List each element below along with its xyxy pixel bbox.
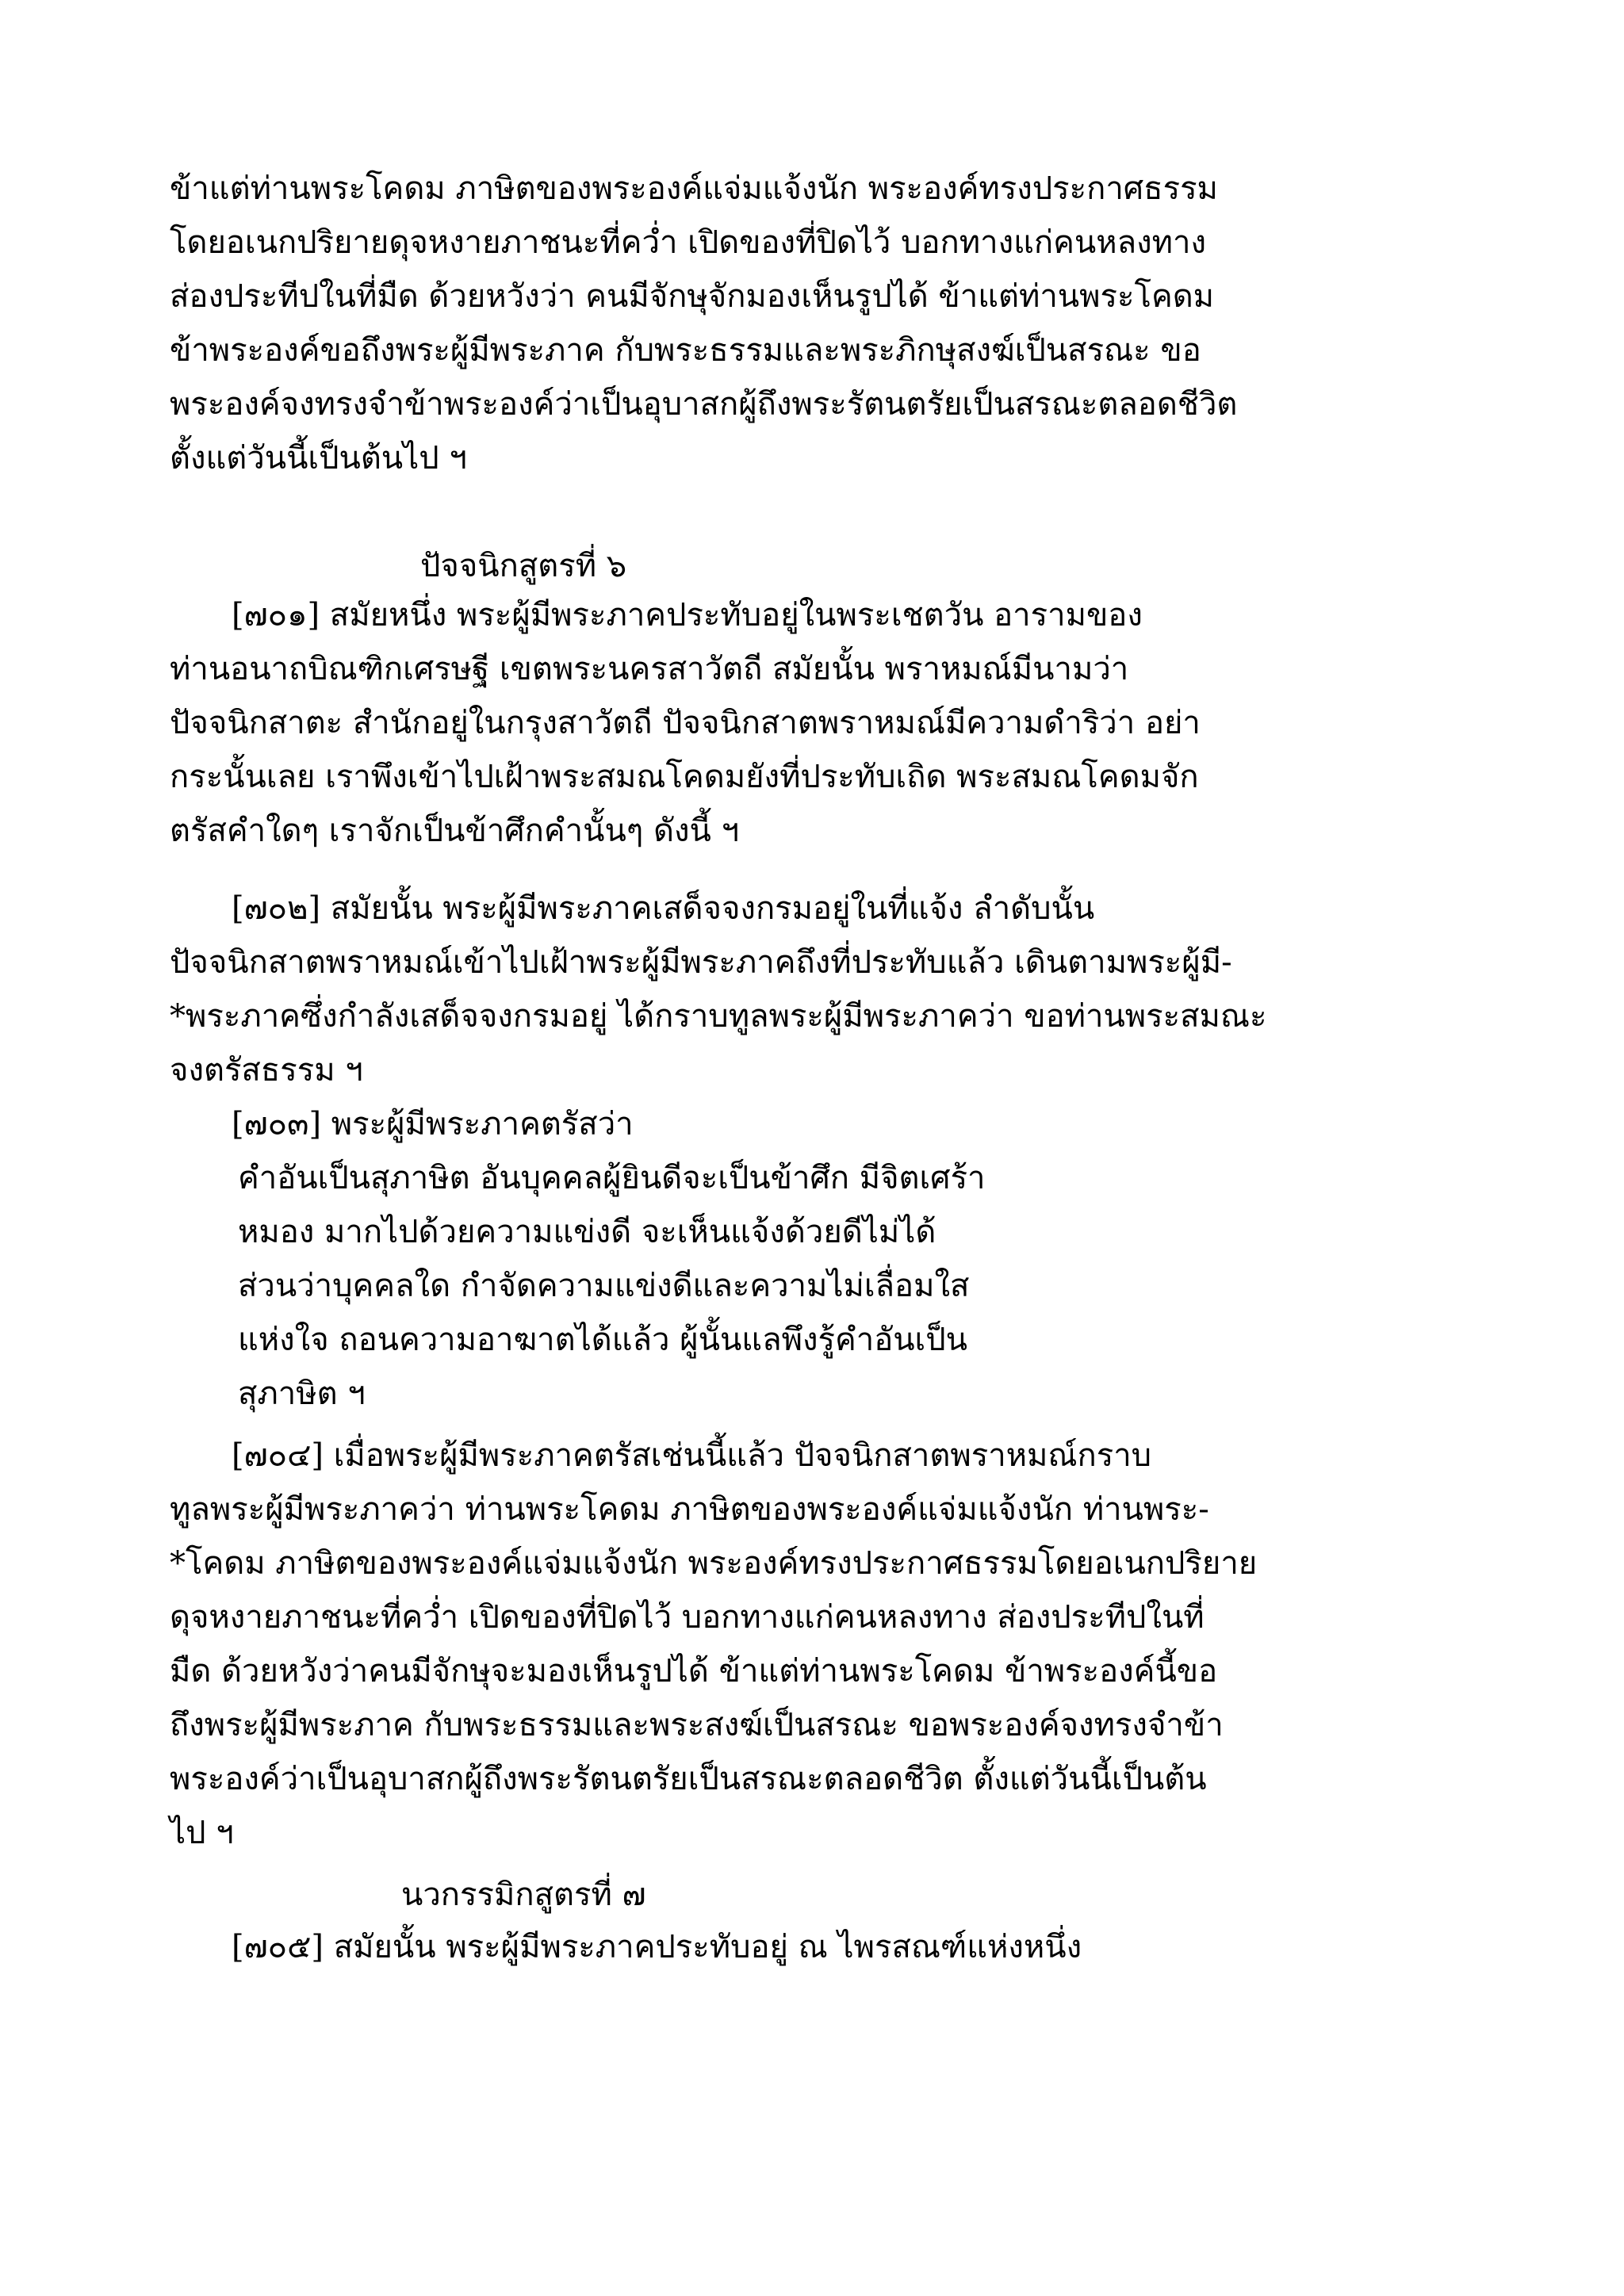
text-line: *พระภาคซึ่งกำลังเสด็จจงกรมอยู่ ได้กราบทูลพระผู้มีพระภาคว่า ขอท่านพระสมณะ [170, 998, 1267, 1035]
text-line: ส่องประทีปในที่มืด ด้วยหวังว่า คนมีจักษุจักมองเห็นรูปได้ ข้าแต่ท่านพระโคดม [170, 278, 1215, 315]
text-line: [๗๐๑] สมัยหนึ่ง พระผู้มีพระภาคประทับอยู่ในพระเชตวัน อารามของ [232, 597, 1143, 633]
text-line: [๗๐๒] สมัยนั้น พระผู้มีพระภาคเสด็จจงกรมอยู่ในที่แจ้ง ลำดับนั้น [232, 890, 1095, 927]
text-line: ตรัสคำใดๆ เราจักเป็นข้าศึกคำนั้นๆ ดังนี้ ฯ [170, 813, 740, 849]
text-line: ตั้งแต่วันนี้เป็นต้นไป ฯ [170, 440, 467, 476]
verse-line: คำอันเป็นสุภาษิต อันบุคคลผู้ยินดีจะเป็นข้าศึก มีจิตเศร้า [238, 1160, 986, 1196]
text-line: ถึงพระผู้มีพระภาค กับพระธรรมและพระสงฆ์เป็นสรณะ ขอพระองค์จงทรงจำข้า [170, 1707, 1224, 1743]
verse-line: แห่งใจ ถอนความอาฆาตได้แล้ว ผู้นั้นแลพึงรู้คำอันเป็น [238, 1322, 967, 1358]
text-line: โดยอเนกปริยายดุจหงายภาชนะที่คว่ำ เปิดของที่ปิดไว้ บอกทางแก่คนหลงทาง [170, 224, 1206, 261]
text-line: พระองค์ว่าเป็นอุบาสกผู้ถึงพระรัตนตรัยเป็นสรณะตลอดชีวิต ตั้งแต่วันนี้เป็นต้น [170, 1761, 1207, 1797]
text-line: ปัจจนิกสาตะ สำนักอยู่ในกรุงสาวัตถี ปัจจนิกสาตพราหมณ์มีความดำริว่า อย่า [170, 705, 1201, 741]
text-line: ข้าพระองค์ขอถึงพระผู้มีพระภาค กับพระธรรมและพระภิกษุสงฆ์เป็นสรณะ ขอ [170, 332, 1201, 369]
text-line: [๗๐๓] พระผู้มีพระภาคตรัสว่า [232, 1106, 634, 1142]
text-line: พระองค์จงทรงจำข้าพระองค์ว่าเป็นอุบาสกผู้ถึงพระรัตนตรัยเป็นสรณะตลอดชีวิต [170, 386, 1238, 423]
text-line: [๗๐๔] เมื่อพระผู้มีพระภาคตรัสเช่นนี้แล้ว ปัจจนิกสาตพราหมณ์กราบ [232, 1437, 1152, 1474]
sutta-heading-7: นวกรรมิกสูตรที่ ๗ [401, 1877, 646, 1913]
text-line: ข้าแต่ท่านพระโคดม ภาษิตของพระองค์แจ่มแจ้งนัก พระองค์ทรงประกาศธรรม [170, 170, 1218, 207]
verse-line: ส่วนว่าบุคคลใด กำจัดความแข่งดีและความไม่เลื่อมใส [238, 1268, 970, 1304]
text-line: ทูลพระผู้มีพระภาคว่า ท่านพระโคดม ภาษิตของพระองค์แจ่มแจ้งนัก ท่านพระ- [170, 1491, 1209, 1528]
text-line: ปัจจนิกสาตพราหมณ์เข้าไปเฝ้าพระผู้มีพระภาคถึงที่ประทับแล้ว เดินตามพระผู้มี- [170, 944, 1232, 981]
text-line: กระนั้นเลย เราพึงเข้าไปเฝ้าพระสมณโคดมยังที่ประทับเถิด พระสมณโคดมจัก [170, 759, 1199, 795]
text-line: จงตรัสธรรม ฯ [170, 1052, 363, 1089]
text-line: ดุจหงายภาชนะที่คว่ำ เปิดของที่ปิดไว้ บอกทางแก่คนหลงทาง ส่องประทีปในที่ [170, 1599, 1205, 1636]
text-line: ท่านอนาถบิณฑิกเศรษฐี เขตพระนครสาวัตถี สมัยนั้น พราหมณ์มีนามว่า [170, 651, 1129, 687]
verse-line: สุภาษิต ฯ [238, 1376, 366, 1412]
text-line: ไป ฯ [170, 1815, 234, 1851]
text-line: มืด ด้วยหวังว่าคนมีจักษุจะมองเห็นรูปได้ ข้าแต่ท่านพระโคดม ข้าพระองค์นี้ขอ [170, 1653, 1218, 1689]
sutta-heading-6: ปัจจนิกสูตรที่ ๖ [420, 548, 627, 584]
text-line: *โคดม ภาษิตของพระองค์แจ่มแจ้งนัก พระองค์ทรงประกาศธรรมโดยอเนกปริยาย [170, 1545, 1258, 1582]
verse-line: หมอง มากไปด้วยความแข่งดี จะเห็นแจ้งด้วยดีไม่ได้ [238, 1214, 936, 1250]
text-line: [๗๐๕] สมัยนั้น พระผู้มีพระภาคประทับอยู่ ณ ไพรสณฑ์แห่งหนึ่ง [232, 1929, 1082, 1965]
